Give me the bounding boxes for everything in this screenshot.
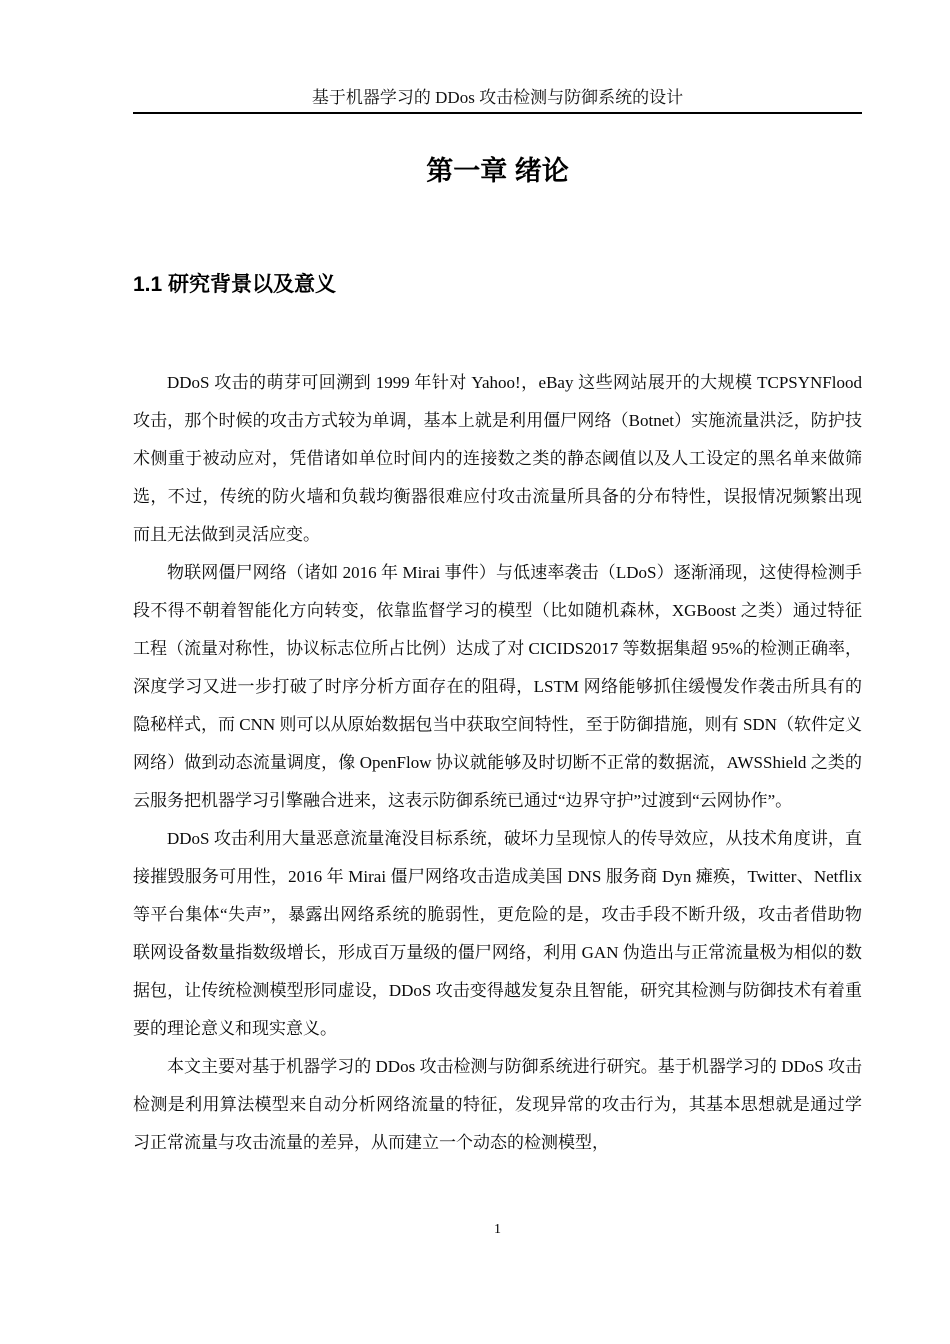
header-rule <box>133 112 862 114</box>
paragraph-1: DDoS 攻击的萌芽可回溯到 1999 年针对 Yahoo!，eBay 这些网站展开的大规模 TCPSYNFlood 攻击，那个时候的攻击方式较为单调，基本上就是利用僵尸网络（Botnet）实施流量洪泛，防护技术侧重于被动应对，凭借诸如单位时间内的连接数之类的静态阈值以及人工设定的黑名单来做筛选，不过，传统的防火墙和负载均衡器很难应付攻击流量所具备的分布特性，误报情况频繁出现而且无法做到灵活应变。 <box>133 373 862 544</box>
body-text <box>133 364 862 1162</box>
running-header-title: 基于机器学习的 DDos 攻击检测与防御系统的设计 <box>311 88 684 107</box>
paragraph-3: DDoS 攻击利用大量恶意流量淹没目标系统，破坏力呈现惊人的传导效应，从技术角度讲，直接摧毁服务可用性，2016 年 Mirai 僵尸网络攻击造成美国 DNS 服务商 Dyn 瘫痪，Twitter、Netflix 等平台集体“失声”，暴露出网络系统的脆弱性，更危险的是，攻击手段不断升级，攻击者借助物联网设备数量指数级增长，形成百万量级的僵尸网络，利用 GAN 伪造出与正常流量极为相似的数据包，让传统检测模型形同虚设，DDoS 攻击变得越发复杂且智能，研究其检测与防御技术有着重要的理论意义和现实意义。 <box>133 829 862 1038</box>
chapter-title: 第一章 绪论 <box>426 156 569 186</box>
paragraph-4: 本文主要对基于机器学习的 DDos 攻击检测与防御系统进行研究。基于机器学习的 DDoS 攻击检测是利用算法模型来自动分析网络流量的特征，发现异常的攻击行为，其基本思想就是通过学习正常流量与攻击流量的差异，从而建立一个动态的检测模型， <box>133 1057 862 1152</box>
section-heading: 1.1 研究背景以及意义 <box>133 273 337 296</box>
page-header <box>0 0 950 114</box>
page-footer <box>133 1220 862 1239</box>
paragraph-2: 物联网僵尸网络（诸如 2016 年 Mirai 事件）与低速率袭击（LDoS）逐渐涌现，这使得检测手段不得不朝着智能化方向转变，依靠监督学习的模型（比如随机森林，XGBoost 之类）通过特征工程（流量对称性，协议标志位所占比例）达成了对 CICIDS2017 等数据集超 95%的检测正确率，深度学习又进一步打破了时序分析方面存在的阻碍，LSTM 网络能够抓住缓慢发作袭击所具有的隐秘样式，而 CNN 则可以从原始数据包当中获取空间特性，至于防御措施，则有 SDN（软件定义网络）做到动态流量调度，像 OpenFlow 协议就能够及时切断不正常的数据流，AWSShield 之类的云服务把机器学习引擎融合进来，这表示防御系统已通过“边界守护”过渡到“云网协作”。 <box>133 563 862 810</box>
page-number: 1 <box>494 1222 501 1237</box>
